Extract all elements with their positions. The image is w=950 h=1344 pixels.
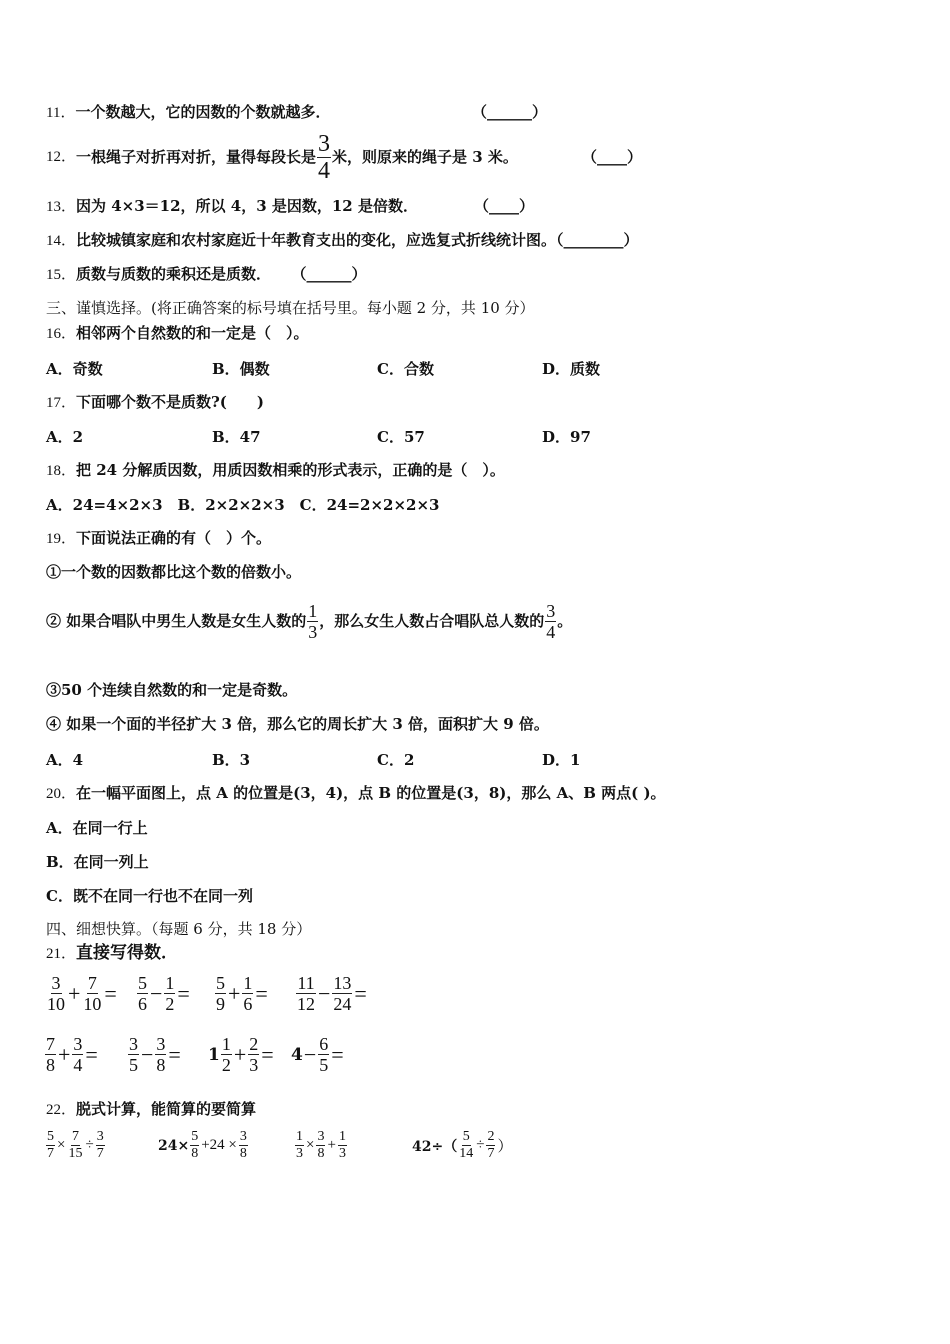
calc-expression-4: 42÷（ $\frac{5}{14}$ ÷ $\frac{2}{7}$ ）	[412, 1129, 513, 1161]
calc-expression-3: $\frac{1}{3}$ × $\frac{3}{8}$ + $\frac{1}{3}$	[296, 1129, 346, 1161]
option-c[interactable]: C．2	[377, 751, 415, 769]
answer-blank[interactable]: （______）	[472, 103, 548, 121]
calc-item: $\frac{5}{6}$ − $\frac{1}{2}$ =	[138, 973, 190, 1014]
calc-item: $\frac{5}{9}$ + $\frac{1}{6}$ =	[216, 973, 268, 1014]
question-14	[46, 230, 639, 251]
question-19	[46, 528, 271, 549]
question-text: 相邻两个自然数的和一定是（ ）。	[76, 324, 309, 342]
calc-item: $\frac{3}{5}$ − $\frac{3}{8}$ =	[129, 1034, 181, 1075]
question-text: 下面说法正确的有（ ）个。	[76, 529, 272, 547]
question-text: 一个数越大，它的因数的个数就越多．	[75, 103, 331, 121]
option-c[interactable]: C．合数	[377, 360, 434, 378]
question-number: 17．	[46, 395, 77, 411]
question-21	[46, 943, 178, 964]
question-number: 22．	[46, 1102, 77, 1118]
question-18	[46, 460, 505, 481]
calc-item: $\frac{3}{10}$ + $\frac{7}{10}$ =	[47, 973, 117, 1014]
option-d[interactable]: D．1	[542, 751, 581, 769]
calc-expression-2: 24× $\frac{5}{8}$ +24 × $\frac{3}{8}$	[158, 1129, 247, 1161]
question-text: 比较城镇家庭和农村家庭近十年教育支出的变化，应选复式折线统计图。	[76, 231, 557, 249]
question-17	[46, 392, 264, 413]
question-number: 11．	[46, 105, 76, 121]
option-b[interactable]: B．3	[212, 751, 251, 769]
calc-expression-1: $\frac{5}{7}$ × $\frac{7}{15}$ ÷ $\frac{3}{7}$	[47, 1129, 104, 1161]
statement-2: ② 如果合唱队中男生人数是女生人数的 $\frac{1}{3}$ ，那么女生人数占合唱队总人数的 $\frac{3}{4}$ 。	[46, 600, 573, 642]
calc-item: 1 $\frac{1}{2}$ + $\frac{2}{3}$ =	[208, 1034, 274, 1075]
answer-blank[interactable]: （________）	[556, 231, 639, 249]
question-20	[46, 783, 666, 804]
option-c[interactable]: C．既不在同一行也不在同一列	[46, 887, 253, 905]
statement-3: ③50 个连续自然数的和一定是奇数。	[46, 681, 298, 699]
question-number: 20．	[46, 786, 77, 802]
option-a[interactable]: A．在同一行上	[46, 819, 148, 837]
fraction: $\frac{1}{3}$	[308, 600, 318, 642]
answer-blank[interactable]: （____）	[474, 197, 535, 215]
calc-item: $\frac{11}{12}$ − $\frac{13}{24}$ =	[297, 973, 367, 1014]
statement-4: ④ 如果一个面的半径扩大 3 倍，那么它的周长扩大 3 倍，面积扩大 9 倍。	[46, 715, 549, 733]
option-d[interactable]: D．质数	[542, 360, 601, 378]
statement-1: ①一个数的因数都比这个数的倍数小。	[46, 563, 302, 581]
question-12	[46, 130, 518, 184]
option-b[interactable]: B．偶数	[212, 360, 270, 378]
fraction: $\frac{3}{4}$	[318, 130, 331, 184]
option-b[interactable]: B．在同一列上	[46, 853, 149, 871]
question-text: 下面哪个数不是质数?( )	[76, 393, 265, 411]
question-text: 直接写得数．	[76, 943, 179, 963]
calc-item: 4 − $\frac{6}{5}$ =	[291, 1034, 344, 1075]
question-number: 13．	[46, 199, 77, 215]
option-c[interactable]: C．57	[377, 428, 425, 446]
calc-item: $\frac{7}{8}$ + $\frac{3}{4}$ =	[46, 1034, 98, 1075]
question-number: 18．	[46, 463, 77, 479]
fraction: $\frac{3}{4}$	[546, 600, 556, 642]
answer-blank[interactable]: （______）	[299, 265, 367, 283]
options-line[interactable]: A．24=4×2×3 B．2×2×2×3 C．24=2×2×2×3	[46, 496, 440, 514]
question-number: 12．	[46, 149, 77, 165]
question-number: 19．	[46, 531, 77, 547]
question-text: 因为 4×3＝12，所以 4，3 是因数，12 是倍数．	[76, 197, 418, 215]
option-a[interactable]: A．4	[46, 751, 84, 769]
question-22	[46, 1099, 256, 1120]
question-15	[46, 264, 367, 285]
option-b[interactable]: B．47	[212, 428, 261, 446]
question-number: 21．	[46, 946, 77, 962]
option-d[interactable]: D．97	[542, 428, 591, 446]
section-heading-4: 四、细想快算。（每题 6 分，共 18 分）	[46, 920, 312, 938]
question-text: 把 24 分解质因数，用质因数相乘的形式表示，正确的是（ ）。	[76, 461, 505, 479]
question-16	[46, 323, 309, 344]
question-text: 质数与质数的乘积还是质数．	[76, 265, 272, 283]
question-text: 在一幅平面图上，点 A 的位置是(3，4)，点 B 的位置是(3，8)，那么 A、B 两点( )。	[76, 784, 666, 802]
question-11	[46, 102, 330, 123]
option-a[interactable]: A．奇数	[46, 360, 103, 378]
question-13	[46, 196, 418, 217]
question-number: 15．	[46, 267, 77, 283]
question-number: 14．	[46, 233, 77, 249]
answer-blank[interactable]: （____）	[582, 148, 643, 166]
option-a[interactable]: A．2	[46, 428, 84, 446]
question-text: 脱式计算，能简算的要简算	[76, 1100, 257, 1118]
question-number: 16．	[46, 326, 77, 342]
question-text-post: 米，则原来的绳子是 3 米。	[332, 148, 518, 166]
section-heading-3: 三、谨慎选择。(将正确答案的标号填在括号里。每小题 2 分，共 10 分）	[46, 299, 535, 317]
question-text: 一根绳子对折再对折，量得每段长是	[76, 148, 317, 166]
